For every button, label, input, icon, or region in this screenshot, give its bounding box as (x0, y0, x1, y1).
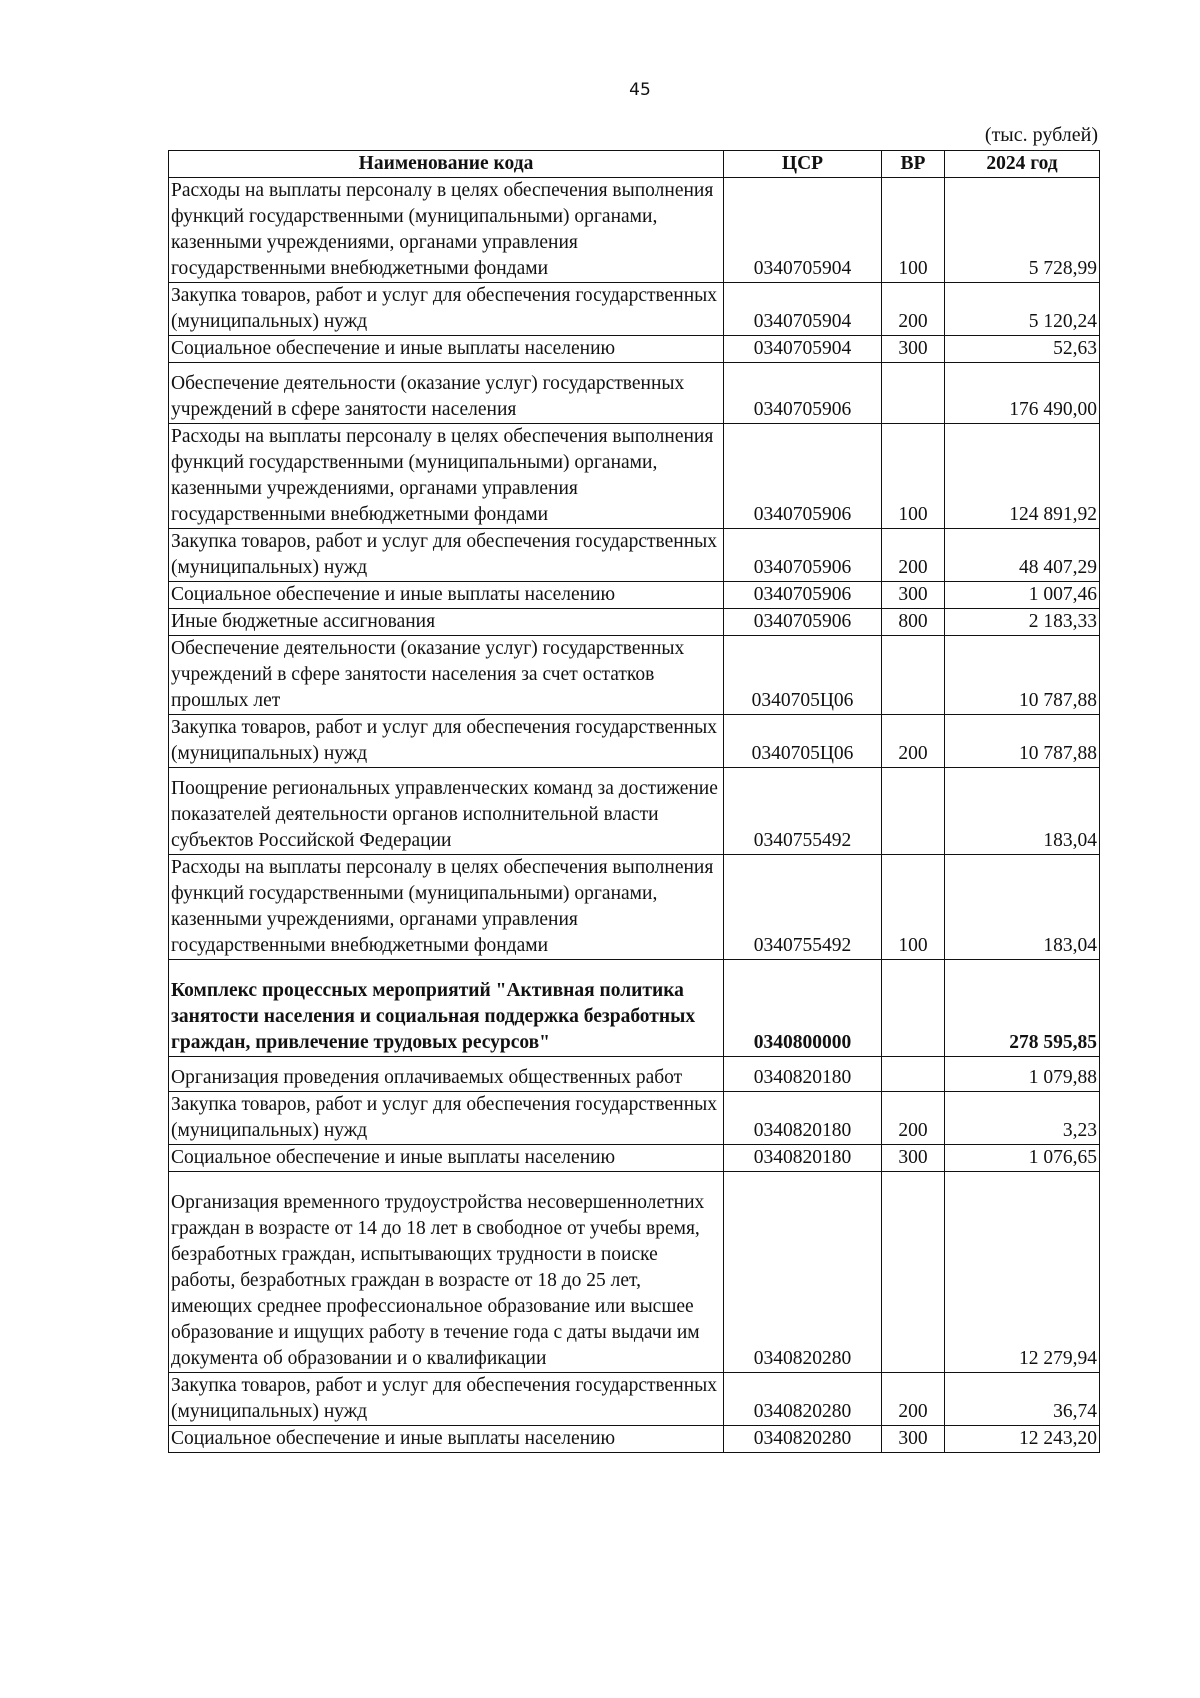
row-sum: 12 243,20 (945, 1426, 1100, 1453)
row-csr: 0340705906 (724, 424, 882, 529)
row-sum: 10 787,88 (945, 636, 1100, 715)
table-row-section (169, 960, 1100, 1057)
row-sum: 36,74 (945, 1373, 1100, 1426)
row-name: Закупка товаров, работ и услуг для обеспечения государственных (муниципальных) нужд (169, 529, 724, 582)
row-sum: 2 183,33 (945, 609, 1100, 636)
row-sum: 1 076,65 (945, 1145, 1100, 1172)
row-name: Обеспечение деятельности (оказание услуг) государственных учреждений в сфере занятости населения (169, 363, 724, 424)
row-name: Организация временного трудоустройства несовершеннолетних граждан в возрасте от 14 до 18 лет в свободное от учебы время, безработных граждан, испытывающих трудности в поиске работы, безработных граждан в возрасте от 18 до 25 лет, имеющих среднее профессиональное образование или высшее образование и ищущих работу в течение года с даты выдачи им документа об образовании и о квалификации (169, 1172, 724, 1373)
row-vr: 200 (882, 1092, 945, 1145)
row-name: Расходы на выплаты персоналу в целях обеспечения выполнения функций государственными (муниципальными) органами, казенными учреждениями, органами управления государственными внебюджетными фондами (169, 178, 724, 283)
table-row (169, 1057, 1100, 1092)
row-name: Социальное обеспечение и иные выплаты населению (169, 336, 724, 363)
row-sum: 5 728,99 (945, 178, 1100, 283)
table-row (169, 1373, 1100, 1426)
row-name: Иные бюджетные ассигнования (169, 609, 724, 636)
table-header-row (169, 151, 1100, 178)
table-row (169, 1172, 1100, 1373)
budget-table (168, 150, 1100, 1453)
row-vr: 300 (882, 1145, 945, 1172)
row-name: Организация проведения оплачиваемых общественных работ (169, 1057, 724, 1092)
row-vr: 200 (882, 1373, 945, 1426)
row-name: Обеспечение деятельности (оказание услуг) государственных учреждений в сфере занятости населения за счет остатков прошлых лет (169, 636, 724, 715)
row-sum: 52,63 (945, 336, 1100, 363)
row-vr: 100 (882, 855, 945, 960)
row-csr: 0340755492 (724, 768, 882, 855)
header-csr: ЦСР (724, 151, 882, 178)
row-vr: 200 (882, 715, 945, 768)
table-row (169, 283, 1100, 336)
row-name: Социальное обеспечение и иные выплаты населению (169, 1426, 724, 1453)
header-vr: ВР (882, 151, 945, 178)
row-vr: 800 (882, 609, 945, 636)
table-row (169, 1426, 1100, 1453)
row-vr (882, 363, 945, 424)
table-row (169, 609, 1100, 636)
table-row (169, 336, 1100, 363)
row-csr: 0340705906 (724, 582, 882, 609)
header-name: Наименование кода (169, 151, 724, 178)
row-name: Поощрение региональных управленческих команд за достижение показателей деятельности органов исполнительной власти субъектов Российской Федерации (169, 768, 724, 855)
row-sum: 1 079,88 (945, 1057, 1100, 1092)
section-vr (882, 960, 945, 1057)
row-csr: 0340705Ц06 (724, 715, 882, 768)
row-sum: 176 490,00 (945, 363, 1100, 424)
row-vr: 300 (882, 1426, 945, 1453)
section-csr: 0340800000 (724, 960, 882, 1057)
row-vr: 300 (882, 582, 945, 609)
row-csr: 0340705906 (724, 609, 882, 636)
row-sum: 10 787,88 (945, 715, 1100, 768)
row-name: Социальное обеспечение и иные выплаты населению (169, 1145, 724, 1172)
row-csr: 0340820180 (724, 1145, 882, 1172)
table-row (169, 582, 1100, 609)
row-name: Закупка товаров, работ и услуг для обеспечения государственных (муниципальных) нужд (169, 1373, 724, 1426)
row-name: Социальное обеспечение и иные выплаты населению (169, 582, 724, 609)
row-csr: 0340820180 (724, 1057, 882, 1092)
row-sum: 1 007,46 (945, 582, 1100, 609)
row-vr (882, 636, 945, 715)
row-csr: 0340820280 (724, 1426, 882, 1453)
row-name: Расходы на выплаты персоналу в целях обеспечения выполнения функций государственными (муниципальными) органами, казенными учреждениями, органами управления государственными внебюджетными фондами (169, 855, 724, 960)
table-row (169, 1145, 1100, 1172)
table-row (169, 529, 1100, 582)
row-sum: 124 891,92 (945, 424, 1100, 529)
header-year: 2024 год (945, 151, 1100, 178)
row-csr: 0340705904 (724, 178, 882, 283)
row-csr: 0340705904 (724, 283, 882, 336)
row-csr: 0340705Ц06 (724, 636, 882, 715)
row-vr (882, 1172, 945, 1373)
row-vr: 300 (882, 336, 945, 363)
section-sum: 278 595,85 (945, 960, 1100, 1057)
row-vr: 100 (882, 424, 945, 529)
row-csr: 0340755492 (724, 855, 882, 960)
row-csr: 0340820180 (724, 1092, 882, 1145)
table-row (169, 715, 1100, 768)
page-number: 45 (629, 80, 651, 100)
table-row (169, 424, 1100, 529)
row-sum: 5 120,24 (945, 283, 1100, 336)
row-vr: 200 (882, 529, 945, 582)
row-sum: 48 407,29 (945, 529, 1100, 582)
table-row (169, 363, 1100, 424)
units-label: (тыс. рублей) (984, 124, 1098, 146)
table-row (169, 636, 1100, 715)
table-row (169, 855, 1100, 960)
row-name: Закупка товаров, работ и услуг для обеспечения государственных (муниципальных) нужд (169, 283, 724, 336)
row-sum: 12 279,94 (945, 1172, 1100, 1373)
table-row (169, 768, 1100, 855)
row-csr: 0340820280 (724, 1172, 882, 1373)
section-name: Комплекс процессных мероприятий "Активная политика занятости населения и социальная поддержка безработных граждан, привлечение трудовых ресурсов" (169, 960, 724, 1057)
row-csr: 0340705904 (724, 336, 882, 363)
row-sum: 3,23 (945, 1092, 1100, 1145)
row-csr: 0340705906 (724, 529, 882, 582)
row-name: Расходы на выплаты персоналу в целях обеспечения выполнения функций государственными (муниципальными) органами, казенными учреждениями, органами управления государственными внебюджетными фондами (169, 424, 724, 529)
row-sum: 183,04 (945, 855, 1100, 960)
row-vr: 200 (882, 283, 945, 336)
row-csr: 0340705906 (724, 363, 882, 424)
row-vr: 100 (882, 178, 945, 283)
table-row (169, 178, 1100, 283)
table-row (169, 1092, 1100, 1145)
row-vr (882, 768, 945, 855)
row-vr (882, 1057, 945, 1092)
row-csr: 0340820280 (724, 1373, 882, 1426)
row-name: Закупка товаров, работ и услуг для обеспечения государственных (муниципальных) нужд (169, 1092, 724, 1145)
row-sum: 183,04 (945, 768, 1100, 855)
row-name: Закупка товаров, работ и услуг для обеспечения государственных (муниципальных) нужд (169, 715, 724, 768)
